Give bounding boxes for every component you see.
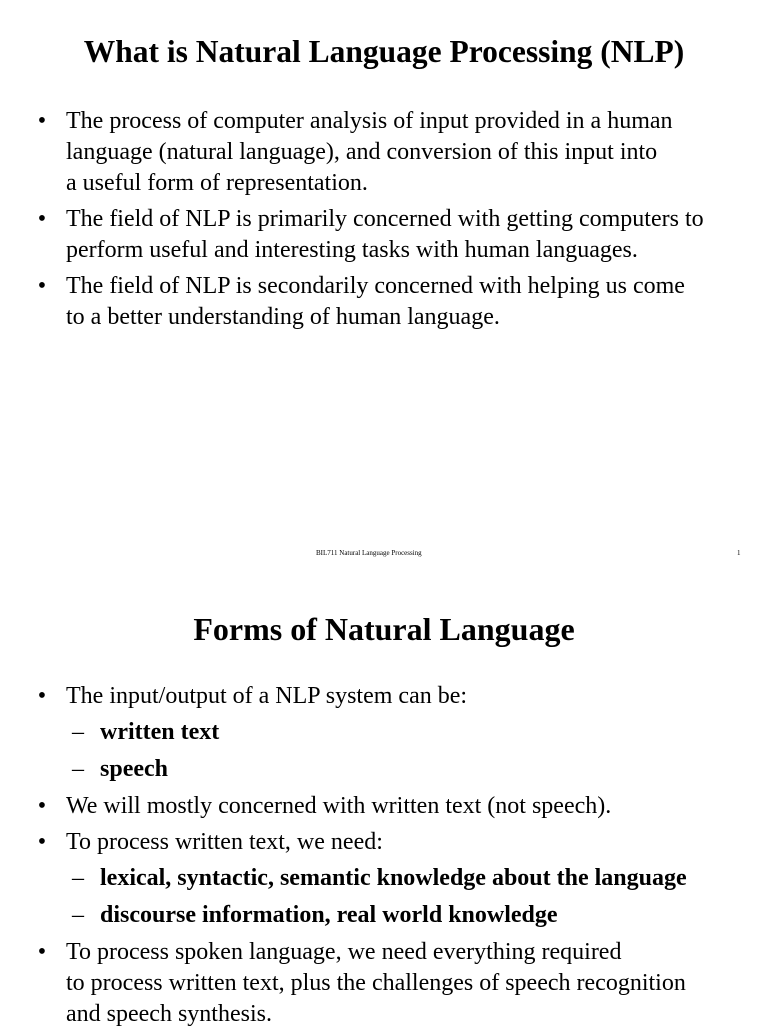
bullet-item bbox=[0, 937, 768, 1030]
dash-marker: – bbox=[72, 865, 84, 891]
bullet-marker: • bbox=[37, 793, 47, 819]
sub-bullet-text: speech bbox=[100, 756, 168, 782]
bullet-item bbox=[0, 204, 768, 266]
bullet-item bbox=[0, 271, 768, 333]
course-label: BIL711 Natural Language Processing bbox=[316, 549, 422, 557]
slide-2-bullet-list bbox=[0, 681, 768, 1035]
sub-bullet-item bbox=[0, 754, 768, 785]
slide-2-title: Forms of Natural Language bbox=[193, 611, 575, 647]
bullet-line: to a better understanding of human language. bbox=[66, 304, 500, 330]
dash-marker: – bbox=[72, 902, 84, 928]
bullet-item bbox=[0, 791, 768, 822]
bullet-marker: • bbox=[37, 206, 47, 232]
bullet-line: To process spoken language, we need everything required bbox=[66, 939, 622, 965]
page-number: 1 bbox=[737, 549, 741, 557]
bullet-text: To process written text, we need: bbox=[66, 829, 383, 855]
sub-bullet-text: lexical, syntactic, semantic knowledge about the language bbox=[100, 865, 687, 891]
bullet-item bbox=[0, 681, 768, 712]
sub-bullet-item bbox=[0, 900, 768, 931]
bullet-marker: • bbox=[37, 683, 47, 709]
bullet-line: The field of NLP is primarily concerned with getting computers to bbox=[66, 206, 704, 232]
bullet-line: and speech synthesis. bbox=[66, 1001, 272, 1027]
sub-bullet-item bbox=[0, 717, 768, 748]
bullet-line: perform useful and interesting tasks with human languages. bbox=[66, 237, 638, 263]
bullet-item bbox=[0, 827, 768, 858]
dash-marker: – bbox=[72, 719, 84, 745]
bullet-line: language (natural language), and conversion of this input into bbox=[66, 139, 658, 165]
sub-bullet-text: written text bbox=[100, 719, 220, 745]
bullet-line: a useful form of representation. bbox=[66, 170, 368, 196]
slide-footer bbox=[0, 547, 768, 559]
bullet-marker: • bbox=[37, 108, 47, 134]
bullet-line: The field of NLP is secondarily concerned with helping us come bbox=[66, 273, 685, 299]
dash-marker: – bbox=[72, 756, 84, 782]
bullet-item bbox=[0, 106, 768, 199]
sub-bullet-text: discourse information, real world knowledge bbox=[100, 902, 558, 928]
slide-2 bbox=[0, 580, 768, 1027]
bullet-marker: • bbox=[37, 829, 47, 855]
sub-bullet-item bbox=[0, 863, 768, 894]
bullet-line: The process of computer analysis of input provided in a human bbox=[66, 108, 673, 134]
bullet-line: to process written text, plus the challenges of speech recognition bbox=[66, 970, 686, 996]
bullet-marker: • bbox=[37, 939, 47, 965]
slide-1-title: What is Natural Language Processing (NLP) bbox=[83, 34, 685, 69]
slide-1-bullet-list bbox=[0, 106, 768, 338]
bullet-text: We will mostly concerned with written text (not speech). bbox=[66, 793, 612, 819]
bullet-text: The input/output of a NLP system can be: bbox=[66, 683, 468, 709]
bullet-marker: • bbox=[37, 273, 47, 299]
